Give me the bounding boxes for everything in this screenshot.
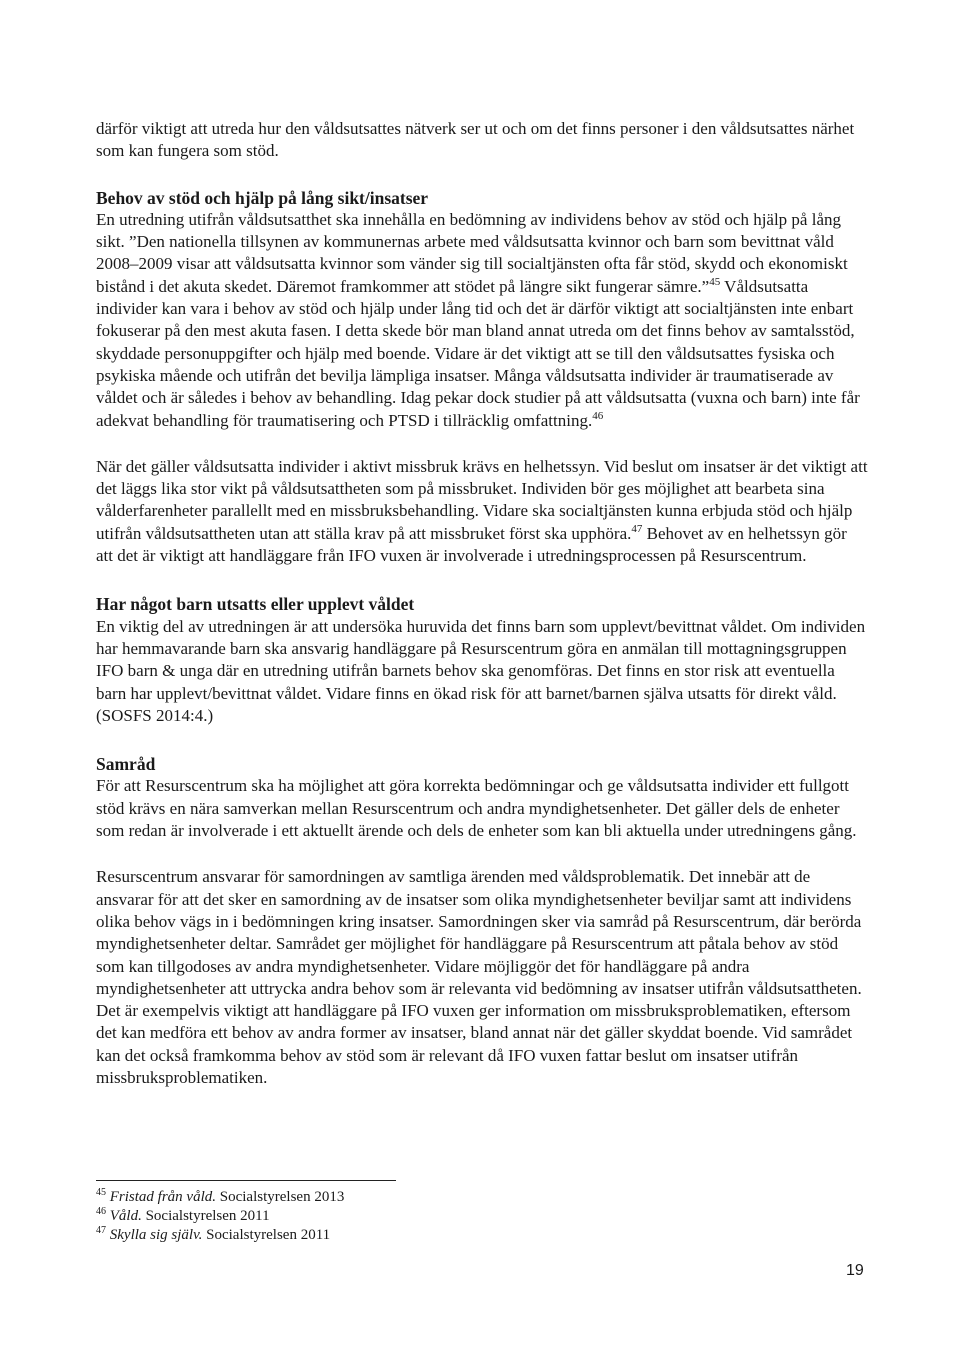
paragraph-text: När det gäller våldsutsatta individer i aktivt missbruk krävs en helhetssyn. Vid beslut om insatser är det viktigt att det läggs lika stor vikt på våldsutsattheten som på missbruket. Individen bör ges möjlighet att bearbeta sina vålderfarenheter parallellt med en missbruksbehandling. Vidare ska socialtjänsten kunna erbjuda stöd och hjälp utifrån våldsutsattheten utan att ställa krav på att missbruket först ska upphöra.: [96, 456, 868, 543]
heading-consultation: Samråd: [96, 754, 156, 775]
footnote-number: 47: [96, 1225, 106, 1236]
footnote-ref-46: 46: [592, 409, 604, 422]
paragraph-long-term-support: [96, 209, 868, 432]
heading-children: Har något barn utsatts eller upplevt våldet: [96, 594, 415, 615]
footnote-45: [96, 1188, 344, 1207]
footnote-number: 45: [96, 1187, 106, 1198]
footnote-title: Våld.: [109, 1208, 142, 1224]
footnote-number: 46: [96, 1206, 106, 1217]
footnote-title: Skylla sig själv.: [109, 1227, 203, 1243]
page-number: 19: [846, 1262, 864, 1279]
footnote-ref-47: 47: [631, 522, 643, 535]
footnote-divider: [96, 1180, 396, 1181]
paragraph-substance-abuse: [96, 456, 868, 567]
footnote-ref-45: 45: [709, 275, 721, 288]
footnote-46: [96, 1207, 344, 1226]
heading-long-term-support: Behov av stöd och hjälp på lång sikt/insatser: [96, 187, 429, 208]
footnote-47: [96, 1226, 344, 1245]
paragraph-text: Behovet av en helhetssyn gör att det är viktigt att handläggare från IFO vuxen är involverade i utredningsprocessen på Resurscentrum.: [96, 523, 847, 566]
footnote-source: Socialstyrelsen 2011: [202, 1227, 331, 1243]
footnotes: [96, 1188, 344, 1245]
paragraph-consultation-1: För att Resurscentrum ska ha möjlighet att göra korrekta bedömningar och ge våldsutsatta individer ett fullgott stöd krävs en nära samverkan mellan Resurscentrum och andra myndighetsenheter. Det gäller dels de enheter som redan är involverade i ett aktuellt ärende och dels de enheter som kan bli aktuella under utredningens gång.: [96, 776, 857, 841]
paragraph-consultation-2: Resurscentrum ansvarar för samordningen av samtliga ärenden med våldsproblematik. Det innebär att de ansvarar för att det sker en samordning av de insatser som olika myndighetsenheter beviljar samt att individens olika behov vägs in i bedömningen kring insatser. Samordningen sker via samråd på Resurscentrum, där berörda myndighetsenheter deltar. Samrådet ger möjlighet för handläggare på Resurscentrum att påtala behov av stöd som kan tillgodoses av andra myndighetsenheter. Vidare möjliggör det för handläggare på andra myndighetsenheter att uttrycka andra behov som är relevanta vid bedömning av insatser utifrån våldsutsattheten. Det är exempelvis viktigt att handläggare på IFO vuxen ger information om missbruksproblematiken, eftersom det kan medföra ett behov av andra former av insatser, bland annat när det gäller skyddat boende. Vid samrådet kan det också framkomma behov av stöd som är relevant då IFO vuxen fattar beslut om insatser utifrån missbruksproblematiken.: [96, 867, 862, 1087]
intro-paragraph: därför viktigt att utreda hur den våldsutsattes nätverk ser ut och om det finns personer i den våldsutsattes närhet som kan fungera som stöd.: [96, 119, 855, 161]
paragraph-text: En utredning utifrån våldsutsatthet ska innehålla en bedömning av individens behov av stöd och hjälp på lång sikt. ”Den nationella tillsynen av kommunernas arbete med våldsutsatta kvinnor och barn som bevittnat våld 2008–2009 visar att våldsutsatta kvinnor som vänder sig till socialtjänsten ofta får stöd, skydd och ekonomiskt bistånd i det akuta skedet. Däremot framkommer att stödet på längre sikt fungerar sämre.”: [96, 209, 848, 296]
footnote-source: Socialstyrelsen 2013: [216, 1189, 345, 1205]
footnote-source: Socialstyrelsen 2011: [141, 1208, 270, 1224]
paragraph-children: En viktig del av utredningen är att undersöka huruvida det finns barn som upplevt/bevittnat våldet. Om individen har hemmavarande barn ska ansvarig handläggare på Resurscentrum göra en anmälan till mottagningsgruppen IFO barn & unga där en utredning utifrån barnets behov ska genomföras. Det finns en stor risk att eventuella barn har upplevt/bevittnat våldet. Vidare finns en ökad risk för att barnet/barnen själva utsatts för direkt våld. (SOSFS 2014:4.): [96, 616, 866, 725]
footnote-title: Fristad från våld.: [109, 1189, 217, 1205]
paragraph-text: Våldsutsatta individer kan vara i behov av stöd och hjälp under lång tid och det är därför viktigt att socialtjänsten inte enbart fokuserar på den mest akuta fasen. I detta skede bör man bland annat utreda om det finns behov av samtalsstöd, skyddade personuppgifter och hjälp med boende. Vidare är det viktigt att se till den våldsutsattes fysiska och psykiska mående och utifrån det bevilja lämpliga insatser. Många våldsutsatta individer är traumatiserade av våldet och är således i behov av behandling. Idag pekar dock studier på att våldsutsatta (vuxna och barn) inte får adekvat behandling för traumatisering och PTSD i tillräcklig omfattning.: [96, 276, 860, 430]
document-body: [96, 118, 868, 1089]
